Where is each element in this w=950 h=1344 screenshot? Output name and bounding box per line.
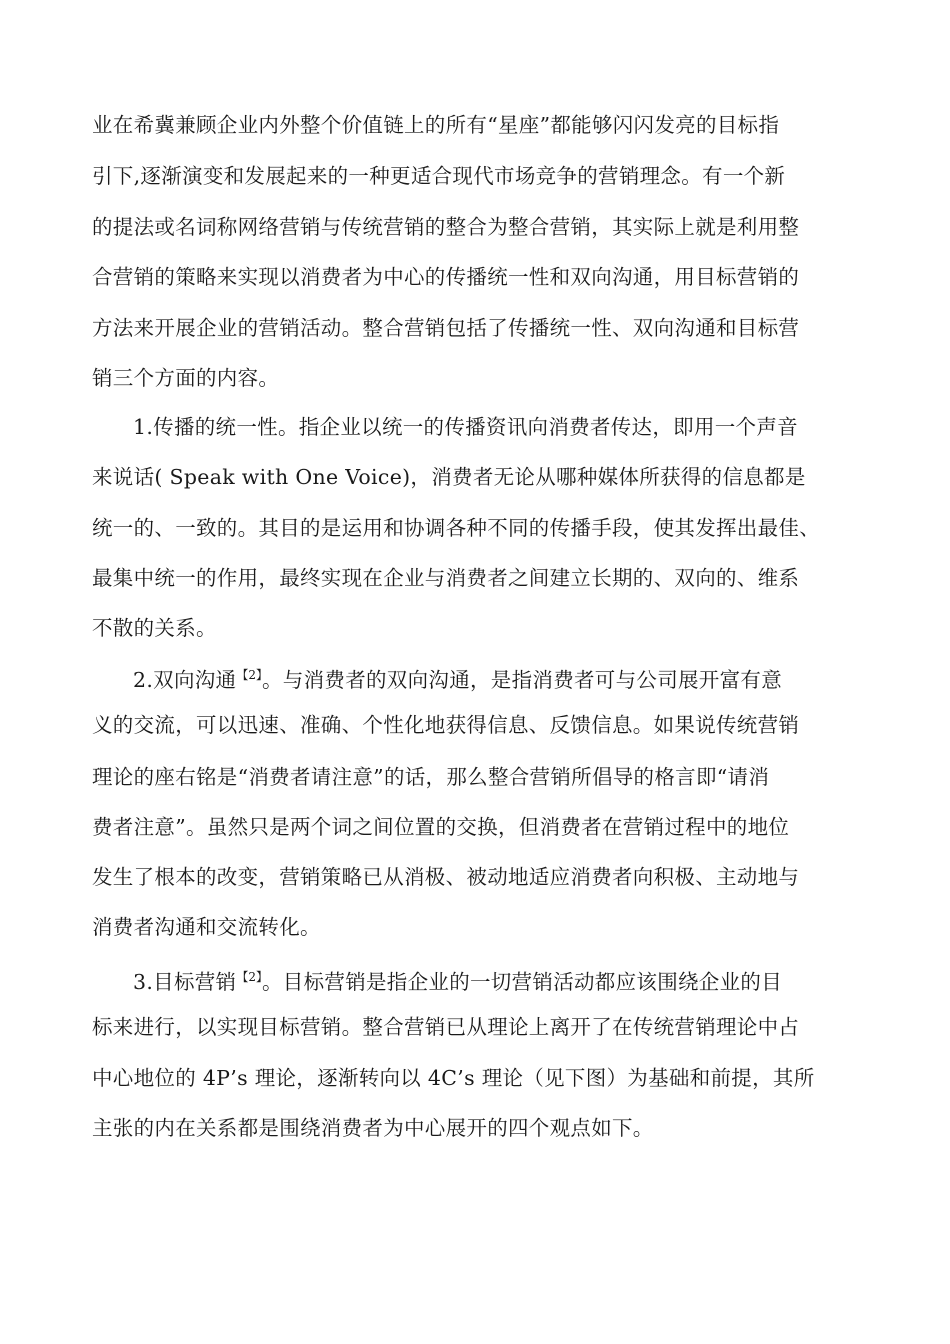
paragraph-2-line-4: 最集中统一的作用，最终实现在企业与消费者之间建立长期的、双向的、维系 xyxy=(92,566,800,590)
paragraph-3-heading: 2.双向沟通 xyxy=(133,668,237,692)
paragraph-3-line-4: 费者注意”。虽然只是两个词之间位置的交换，但消费者在营销过程中的地位 xyxy=(92,815,790,839)
paragraph-4-line-3: 中心地位的 4P’s 理论，逐渐转向以 4C’s 理论（见下图）为基础和前提，其所 xyxy=(92,1066,815,1090)
paragraph-4-line-4: 主张的内在关系都是围绕消费者为中心展开的四个观点如下。 xyxy=(92,1116,654,1140)
paragraph-1-line-4: 合营销的策略来实现以消费者为中心的传播统一性和双向沟通，用目标营销的 xyxy=(92,265,800,289)
paragraph-1-line-3: 的提法或名词称网络营销与传统营销的整合为整合营销，其实际上就是利用整 xyxy=(92,215,800,239)
paragraph-1-line-2: 引下,逐渐演变和发展起来的一种更适合现代市场竞争的营销理念。有一个新 xyxy=(92,164,786,188)
paragraph-1-line-1: 业在希冀兼顾企业内外整个价值链上的所有“星座”都能够闪闪发亮的目标指 xyxy=(92,113,780,137)
paragraph-4-first-line-text: 。目标营销是指企业的一切营销活动都应该围绕企业的目 xyxy=(262,970,782,994)
citation-ref: 【2】 xyxy=(236,970,262,984)
citation-ref: 【2】 xyxy=(236,668,262,682)
paragraph-3-first-line-text: 。与消费者的双向沟通，是指消费者可与公司展开富有意 xyxy=(262,668,782,692)
paragraph-4-heading: 3.目标营销 xyxy=(133,970,237,994)
paragraph-3-line-2: 义的交流，可以迅速、准确、个性化地获得信息、反馈信息。如果说传统营销 xyxy=(92,713,800,737)
paragraph-4-line-1 xyxy=(133,962,782,992)
paragraph-2-line-5: 不散的关系。 xyxy=(92,616,217,640)
paragraph-2-line-1: 1.传播的统一性。指企业以统一的传播资讯向消费者传达，即用一个声音 xyxy=(133,415,798,439)
paragraph-3-line-5: 发生了根本的改变，营销策略已从消极、被动地适应消费者向积极、主动地与 xyxy=(92,865,800,889)
paragraph-1-line-6: 销三个方面的内容。 xyxy=(92,366,280,390)
paragraph-3-line-6: 消费者沟通和交流转化。 xyxy=(92,915,321,939)
paragraph-3-line-1 xyxy=(133,660,782,690)
paragraph-2-line-2: 来说话( Speak with One Voice)，消费者无论从哪种媒体所获得的信息都是 xyxy=(92,465,806,489)
paragraph-3-line-3: 理论的座右铭是“消费者请注意”的话，那么整合营销所倡导的格言即“请消 xyxy=(92,765,770,789)
paragraph-2-line-3: 统一的、一致的。其目的是运用和协调各种不同的传播手段，使其发挥出最佳、 xyxy=(92,516,820,540)
paragraph-1-line-5: 方法来开展企业的营销活动。整合营销包括了传播统一性、双向沟通和目标营 xyxy=(92,316,800,340)
paragraph-4-line-2: 标来进行，以实现目标营销。整合营销已从理论上离开了在传统营销理论中占 xyxy=(92,1015,800,1039)
